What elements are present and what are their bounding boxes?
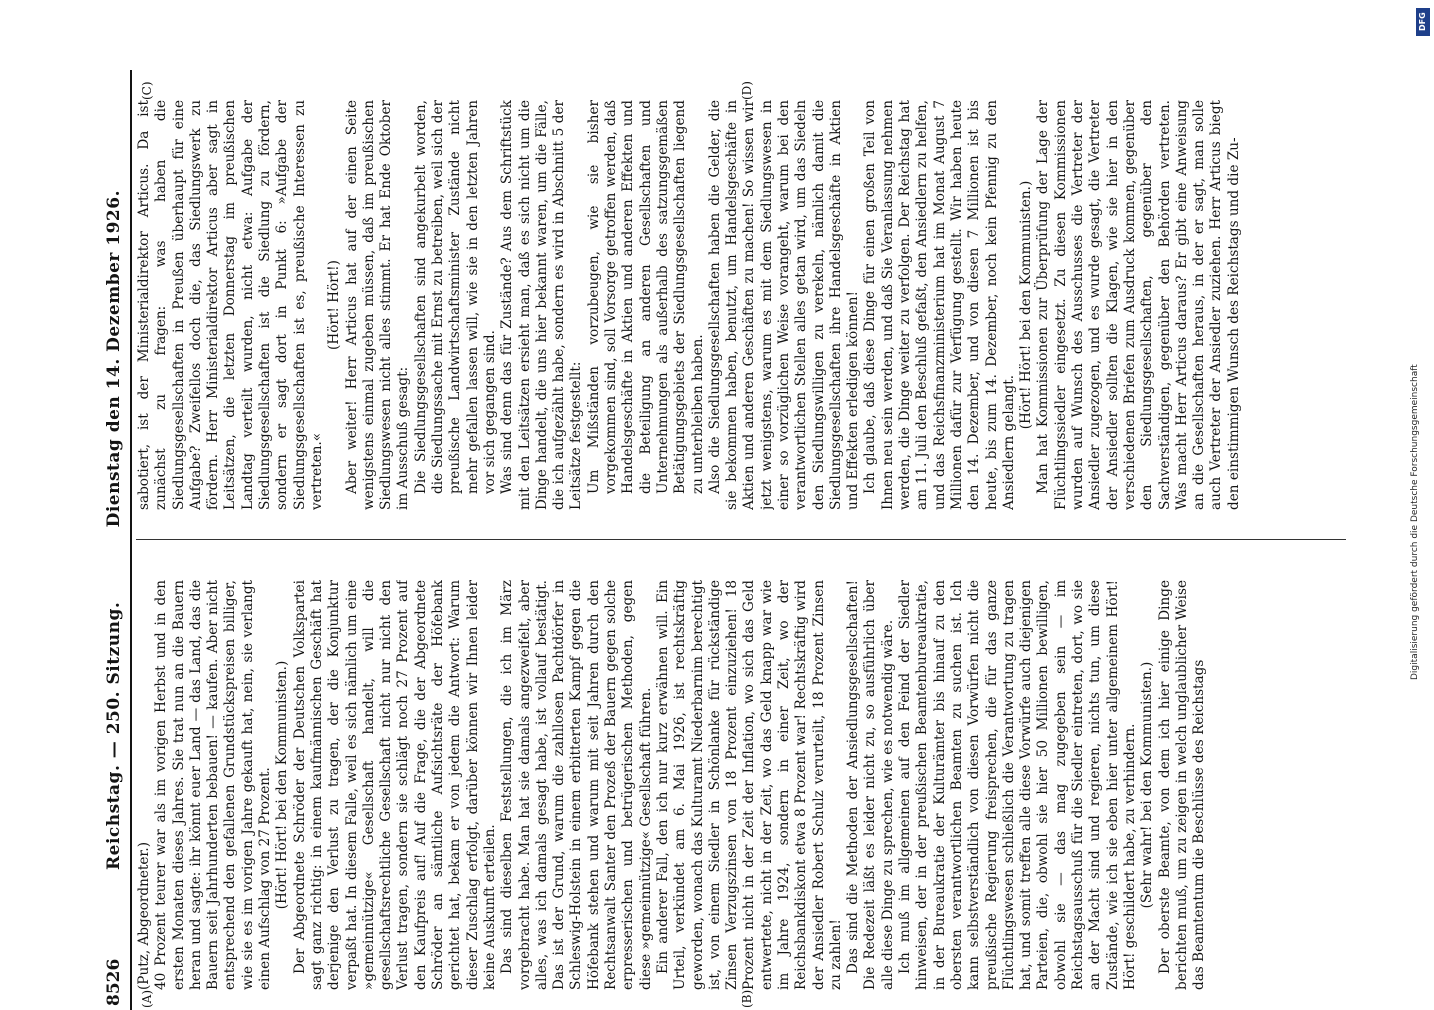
left-column <box>136 580 1346 990</box>
paragraph: Man hat Kommissionen zur Überprüfung der Lage der Flüchtlingssiedler eingesetzt. Zu diesen Kommissionen wurden auf Wunsch des Ausschusses die Vertreter der Ansiedler zugezogen, und es wurde gesagt, die Vertreter der Ansiedler sollten die Klagen, wie sie hier in den verschiedenen Briefen zum Ausdruck kommen, gegenüber den Siedlungsgesellschaften, gegenüber den Sachverständigen, gegenüber den Behörden vertreten. Was macht Herr Articus daraus? Er gibt eine Anweisung an die Gesellschaften heraus, in der er sagt, man solle auch Vertreter der Ansiedler zuziehen. Herr Articus biegt den einstimmigen Wunsch des Reichstags und die Zu- <box>1035 100 1242 510</box>
speaker-note: (Putz, Abgeordneter.) <box>136 841 152 990</box>
quotation: Die Siedlungsgesellschaften sind angekurbelt worden, die Siedlungssache mit Ernst zu betreiben, weil sich der preußische Landwirtschaftsminister Zustände nicht mehr gefallen lassen will, wie sie in den letzten Jahren vor sich gegangen sind. <box>412 100 498 494</box>
quotation: Um Mißständen vorzubeugen, wie sie bisher vorgekommen sind, soll Vorsorge getroffen werden, daß Handelsgeschäfte in Aktien und anderen Effekten und die Beteiligung an anderen Gesellschaften und Unternehmungen als außerhalb des satzungsgemäßen Betätigungsgebiets der Siedlungsgesellschaften liegend zu unterbleiben haben. <box>585 100 706 494</box>
paragraph: Der Abgeordnete Schröder der Deutschen Volkspartei sagt ganz richtig: in einem kaufmännischen Geschäft hat derjenige den Verlust zu tragen, der die Konjunktur verpaßt hat. In diesem Falle, weil es sich nämlich um eine »gemeinnützige« Gesellschaft handelt, will die gesellschaftsrechtliche Gesellschaft nicht nur nicht den Verlust tragen, sondern sie schlägt noch 27 Prozent auf den Kaufpreis auf! Auf die Frage, die der Abgeordnete Schröder an sämtliche Aufsichtsräte der Höfebank gerichtet hat, bekam er von jedem die Antwort: Warum dieser Zuschlag erfolgt, darüber können wir Ihnen leider keine Auskunft erteilen. <box>291 580 498 990</box>
paragraph: sabotiert, ist der Ministerialdirektor Articus. Da ist zunächst zu fragen: was haben die Siedlungsgesellschaften in Preußen überhaupt für eine Aufgabe? Zweifellos doch die, das Siedlungswerk zu fördern. Herr Ministerialdirektor Articus aber sagt in Leitsätzen, die letzten Donnerstag im preußischen Landtag verteilt wurden, nicht etwa: Aufgabe der Siedlungsgesellschaften ist die Siedlung zu fördern, sondern er sagt dort in Punkt 6: »Aufgabe der Siedlungsgesellschaften ist es, preußische Interessen zu vertreten.« <box>136 100 325 510</box>
margin-letter-c: (C) <box>140 81 154 100</box>
margin-letter-a: (A) <box>140 989 154 1008</box>
document-page <box>100 70 1360 1010</box>
header-title: Reichstag. — 250. Sitzung. <box>104 601 124 870</box>
paragraph: Ich muß im allgemeinen auf den Feind der Siedler hinweisen, der in der preußischen Beamtenbureaukratie, in der Bureaukratie der Kulturämter bis hinauf zu den obersten verantwortlichen Beamten zu suchen ist. Ich kann selbstverständlich von diesen Vorwürfen nicht die preußische Regierung freisprechen, die für das ganze Flüchtlingswesen schließlich die Verantwortung zu tragen hat, und somit treffen alle diese Vorwürfe auch diejenigen Parteien, die, obwohl sie hier 50 Millionen bewilligen, obwohl sie — das mag zugegeben sein — im Reichstagsausschuß für die Siedler eintreten, dort, wo sie an der Macht sind und regieren, nichts tun, um diese Zustände, wie ich sie eben hier unter allgemeinem Hört! Hört! geschildert habe, zu verhindern. <box>897 580 1138 990</box>
header-rule <box>130 70 132 1010</box>
paragraph: Der oberste Beamte, von dem ich hier einige Dinge berichten muß, um zu zeigen in welch unglaublicher Weise das Beamtentum die Beschlüsse des Reichstags <box>1156 580 1208 990</box>
page-number: 8526 <box>104 958 124 1006</box>
header-date: Dienstag den 14. Dezember 1926. <box>104 190 124 528</box>
page-header <box>100 70 134 1010</box>
interjection: (Hört! Hört!) <box>326 260 343 350</box>
paragraph: Was sind denn das für Zustände? Aus dem Schriftstück mit den Leitsätzen ersieht man, daß es sich nicht um die Dinge handelt, die uns hier bekannt waren, um die Fälle, die ich aufgezählt habe, sondern es wird in Abschnitt 5 der Leitsätze festgestellt: <box>499 100 585 510</box>
interjection: (Hört! Hört! bei den Kommunisten.) <box>274 660 291 910</box>
paragraph: Ein anderer Fall, den ich nur kurz erwähnen will. Ein Urteil, verkündet am 6. Mai 1926, ist rechtskräftig geworden, wonach das Kulturamt Niederbarnim berechtigt ist, von einem Siedler in Schönlanke für rückständige Zinsen Verzugszinsen von 18 Prozent einzuziehen! 18 Prozent nicht in der Zeit der Inflation, wo sich das Geld entwertete, nicht in der Zeit, wo das Geld knapp war wie im Jahre 1924, sondern in einer Zeit, wo der Reichsbankdiskont etwa 8 Prozent war! Rechtskräftig wird der Ansiedler Robert Schulz verurteilt, 18 Prozent Zinsen zu zahlen! <box>654 580 844 990</box>
interjection: (Hört! Hört! bei den Kommunisten.) <box>1018 180 1035 430</box>
paragraph: Also die Siedlungsgesellschaften haben die Gelder, die sie bekommen haben, benutzt, um Handelsgeschäfte in Aktien und anderen Geschäften zu machen! So wissen wir jetzt wenigstens, warum es mit dem Siedlungswesen in einer so vorzüglichen Weise vorangeht, warum bei den verantwortlichen Stellen alles getan wird, um das Siedeln den Siedlungswilligen zu verekeln, nämlich damit die Siedlungsgesellschaften ihre Handelsgeschäfte in Aktien und Effekten erledigen können! <box>706 100 862 510</box>
column-divider <box>136 539 1346 540</box>
digitization-note: Digitalisierung gefördert durch die Deutsche Forschungsgemeinschaft <box>1410 364 1420 680</box>
paragraph: Aber weiter! Herr Articus hat auf der einen Seite wenigstens einmal zugeben müssen, daß im preußischen Siedlungswesen nicht alles stimmt. Er hat Ende Oktober im Ausschuß gesagt: <box>343 100 412 510</box>
right-column <box>136 100 1346 510</box>
interjection: (Sehr wahr! bei den Kommunisten.) <box>1139 661 1156 909</box>
paragraph: 40 Prozent teurer war als im vorigen Herbst und in den ersten Monaten dieses Jahres. Sie trat nun an die Bauern heran und sagte: ihr könnt euer Land — das Land, das die Bauern seit Jahrhunderten bebauen! — kaufen. Aber nicht entsprechend den gefallenen Grundstückspreisen billiger, wie sie es im vorigen Jahre gekauft hat, nein, sie verlangt einen Aufschlag von 27 Prozent. <box>153 580 274 990</box>
paragraph: Das sind dieselben Feststellungen, die ich im März vorgebracht habe. Man hat sie damals angezweifelt, aber alles, was ich damals gesagt habe, ist vollauf bestätigt. Das ist der Grund, warum die zahllosen Pachtdörfer in Schleswig-Holstein in einem erbitterten Kampf gegen die Höfebank stehen und warum mit seit Jahren durch den Rechtsanwalt Santer den Prozeß der Bauern gegen solche erpresserischen und betrügerischen Methoden, gegen diese »gemeinnützige« Gesellschaft führen. <box>499 580 654 990</box>
dfg-logo: DFG <box>1416 8 1430 36</box>
paragraph: Das sind die Methoden der Ansiedlungsgesellschaften! Die Redezeit läßt es leider nicht zu, so ausführlich über alle diese Dinge zu sprechen, wie es notwendig wäre. <box>845 580 896 990</box>
paragraph: Ich glaube, daß diese Dinge für einen großen Teil von Ihnen neu sein werden, und daß Sie Veranlassung nehmen werden, die Dinge weiter zu verfolgen. Der Reichstag hat am 11. Juli den Beschluß gefaßt, den Ansiedlern zu helfen, und das Reichsfinanzministerium hat im Monat August 7 Millionen dafür zur Verfügung gestellt. Wir haben heute den 14. Dezember, und von diesen 7 Millionen ist bis heute, bis zum 14. Dezember, noch kein Pfennig zu den Ansiedlern gelangt. <box>862 100 1017 510</box>
margin-letter-d: (D) <box>740 81 754 100</box>
margin-letter-b: (B) <box>740 989 754 1008</box>
